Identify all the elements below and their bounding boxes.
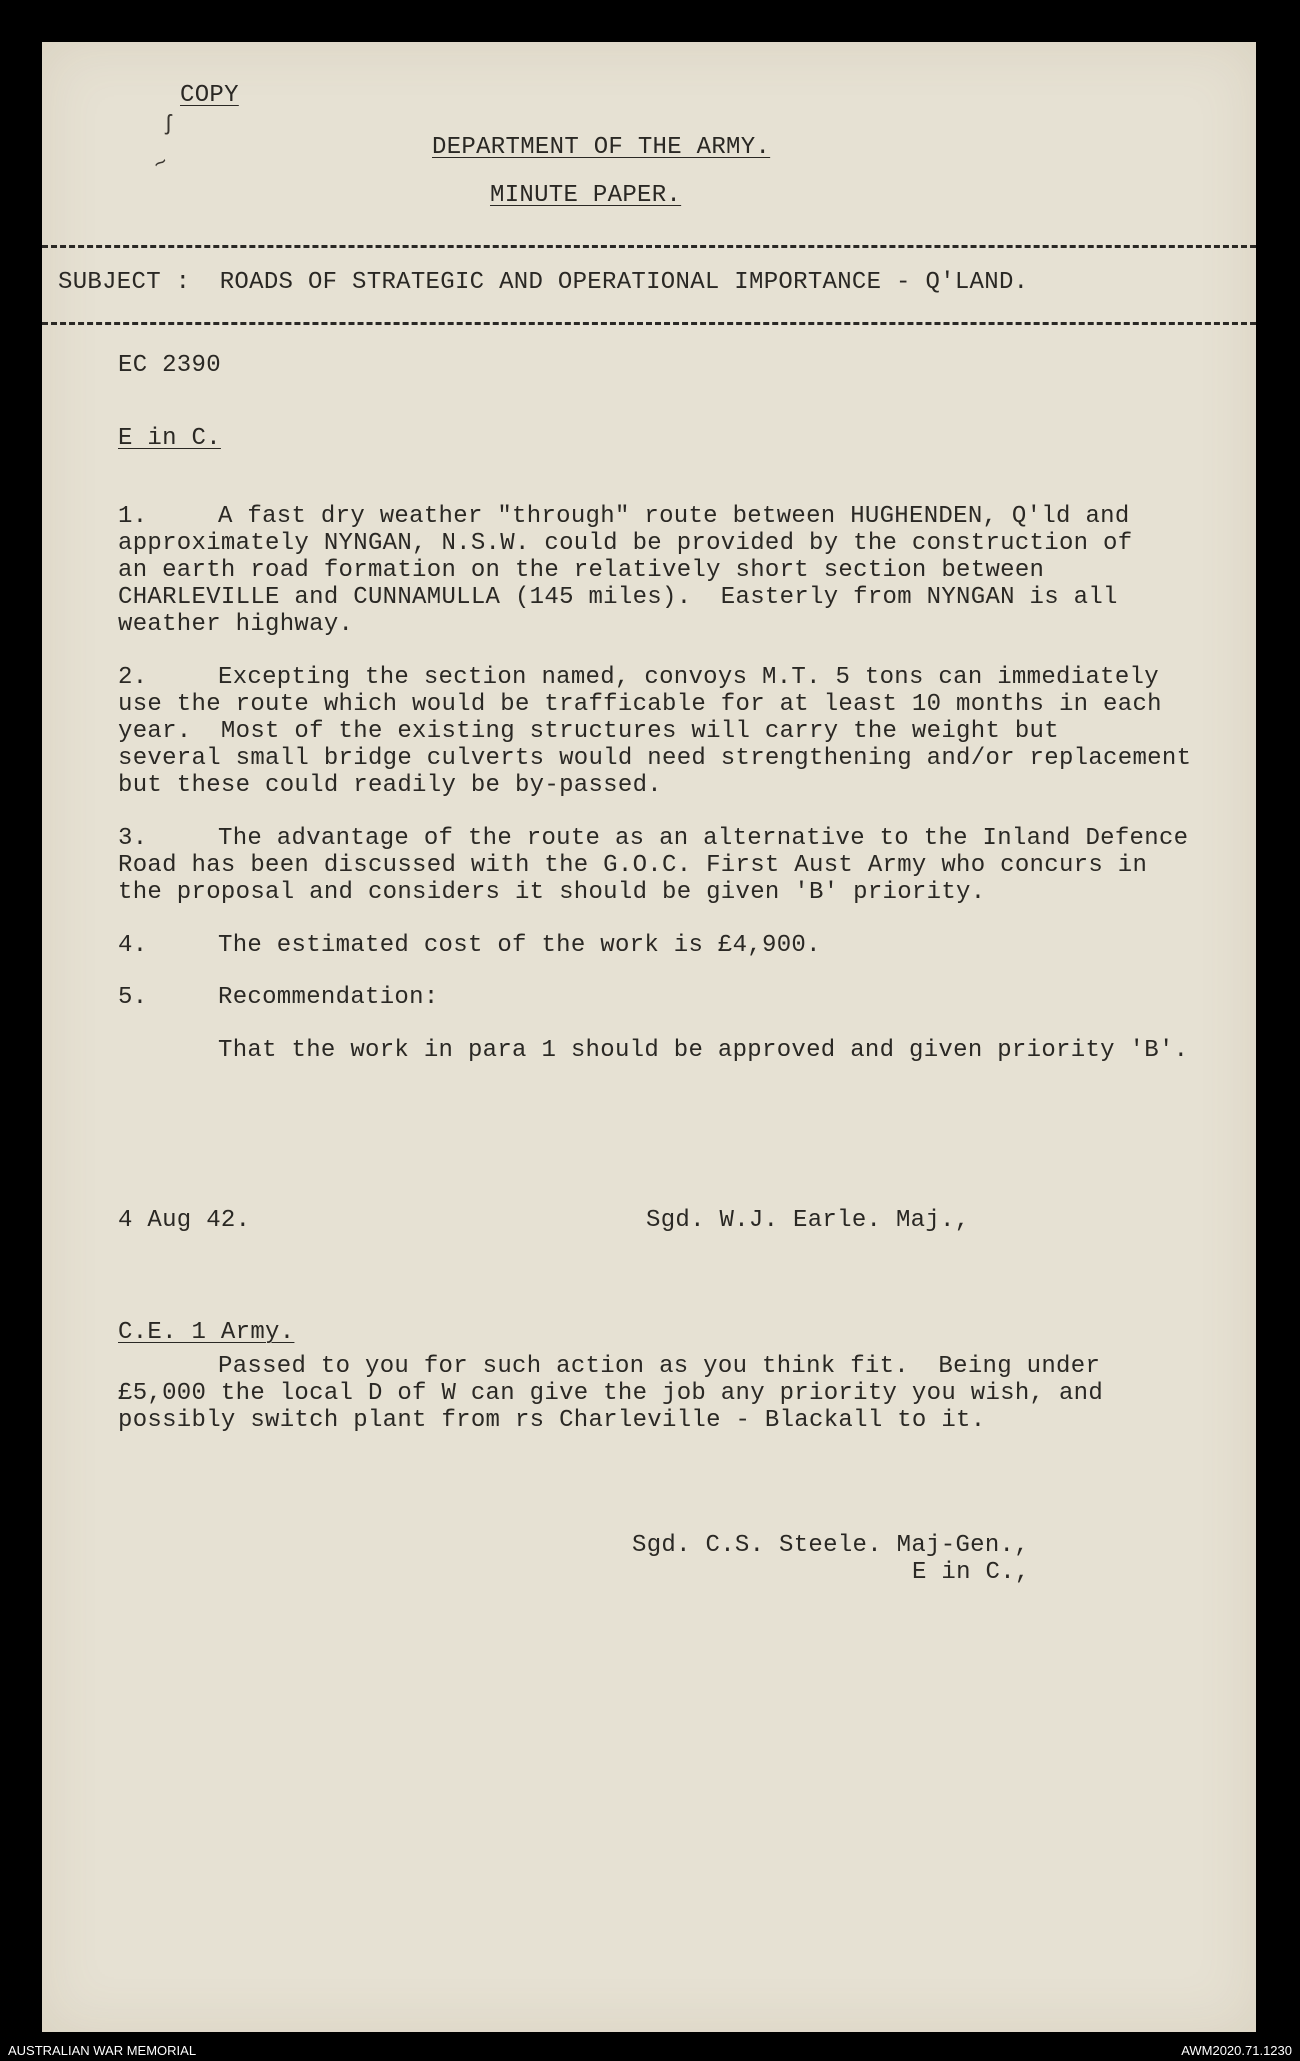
top-rule: [42, 245, 1256, 248]
paragraph-line: Road has been discussed with the G.O.C. First Aust Army who concurs in: [118, 852, 1148, 879]
paragraph-line: The estimated cost of the work is £4,900.: [218, 932, 821, 959]
paragraph-number: 2.: [118, 664, 148, 691]
copy-label: COPY: [180, 82, 239, 109]
paragraph-number: 1.: [118, 503, 148, 530]
minute-paper-sheet: [42, 42, 1256, 2032]
paragraph-line: weather highway.: [118, 611, 354, 638]
paragraph-line: the proposal and considers it should be given 'B' priority.: [118, 879, 986, 906]
addressee-e-in-c: E in C.: [118, 425, 221, 452]
paragraph-line: an earth road formation on the relatively short section between: [118, 557, 1045, 584]
paragraph-line: year. Most of the existing structures will carry the weight but: [118, 718, 1059, 745]
addressee-ce-1-army: C.E. 1 Army.: [118, 1319, 295, 1346]
paragraph-line: use the route which would be trafficable for at least 10 months in each: [118, 691, 1162, 718]
closing-line: £5,000 the local D of W can give the job any priority you wish, and: [118, 1380, 1104, 1407]
paragraph-number: 4.: [118, 932, 148, 959]
ink-mark: ʃ: [166, 110, 171, 135]
department-heading: DEPARTMENT OF THE ARMY.: [432, 134, 771, 161]
form-title: MINUTE PAPER.: [490, 182, 682, 209]
ink-mark: ~: [148, 148, 172, 177]
paragraph-line: A fast dry weather "through" route between HUGHENDEN, Q'ld and: [218, 503, 1130, 530]
paragraph-line: several small bridge culverts would need strengthening and/or replacement: [118, 745, 1192, 772]
footer-accession-number: AWM2020.71.1230: [1181, 2043, 1292, 2058]
paragraph-number: 5.: [118, 984, 148, 1011]
minute-date: 4 Aug 42.: [118, 1207, 251, 1234]
paragraph-line: but these could readily be by-passed.: [118, 772, 662, 799]
recommendation-text: That the work in para 1 should be approved and given priority 'B'.: [218, 1037, 1189, 1064]
signature-steele-title: E in C.,: [912, 1559, 1030, 1586]
paragraph-line: Recommendation:: [218, 984, 439, 1011]
paragraph-line: approximately NYNGAN, N.S.W. could be provided by the construction of: [118, 530, 1133, 557]
paragraph-line: CHARLEVILLE and CUNNAMULLA (145 miles). Easterly from NYNGAN is all: [118, 584, 1118, 611]
subject-line: SUBJECT : ROADS OF STRATEGIC AND OPERATIONAL IMPORTANCE - Q'LAND.: [58, 269, 1029, 296]
paragraph-line: Excepting the section named, convoys M.T. 5 tons can immediately: [218, 664, 1159, 691]
subject-rule: [42, 322, 1256, 325]
paragraph-line: The advantage of the route as an alternative to the Inland Defence: [218, 825, 1189, 852]
signature-steele: Sgd. C.S. Steele. Maj-Gen.,: [632, 1532, 1029, 1559]
signature-earle: Sgd. W.J. Earle. Maj.,: [646, 1207, 970, 1234]
paragraph-number: 3.: [118, 825, 148, 852]
closing-line: possibly switch plant from rs Charleville - Blackall to it.: [118, 1407, 986, 1434]
footer-institution: AUSTRALIAN WAR MEMORIAL: [8, 2043, 197, 2058]
file-reference: EC 2390: [118, 352, 221, 379]
closing-line: Passed to you for such action as you think fit. Being under: [218, 1353, 1101, 1380]
